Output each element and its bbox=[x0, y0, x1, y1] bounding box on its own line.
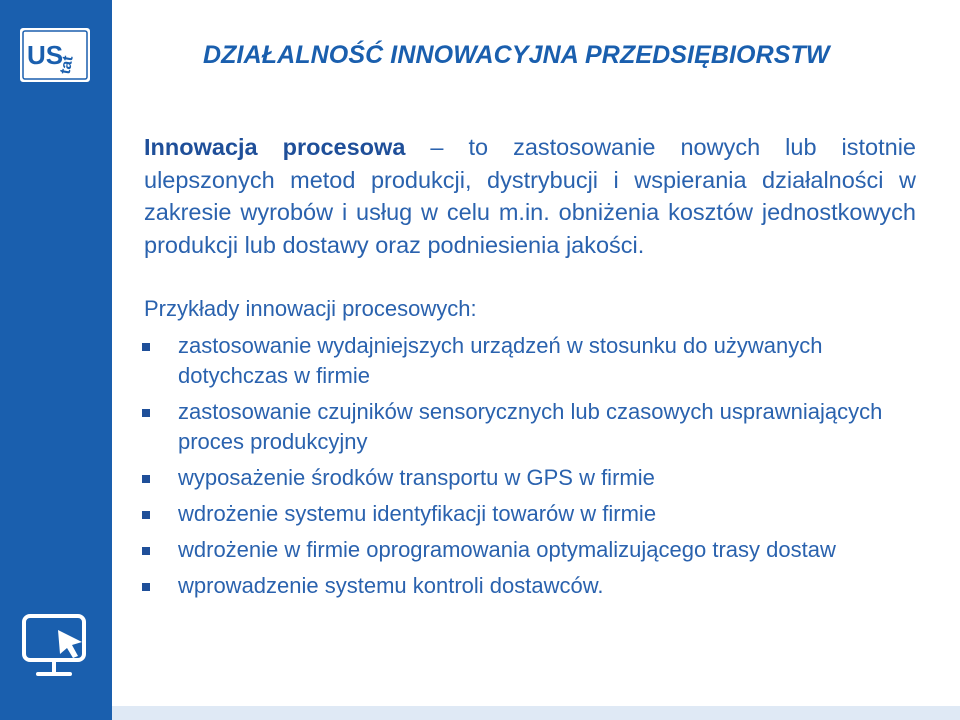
svg-text:tat: tat bbox=[56, 54, 77, 76]
ustat-logo bbox=[18, 26, 92, 84]
slide-title: DZIAŁALNOŚĆ INNOWACYJNA PRZEDSIĘBIORSTW bbox=[203, 41, 830, 69]
monitor-cursor-icon bbox=[20, 612, 96, 682]
bullet-square-icon bbox=[142, 511, 150, 519]
list-item: zastosowanie wydajniejszych urządzeń w stosunku do używanych dotychczas w firmie bbox=[140, 331, 900, 391]
bottom-stripe bbox=[112, 706, 960, 720]
definition-term: Innowacja procesowa bbox=[144, 134, 406, 160]
list-item: zastosowanie czujników sensorycznych lub czasowych usprawniających proces produkcyjny bbox=[140, 397, 900, 457]
list-item: wdrożenie w firmie oprogramowania optymalizującego trasy dostaw bbox=[140, 535, 900, 565]
bullet-square-icon bbox=[142, 409, 150, 417]
list-item: wdrożenie systemu identyfikacji towarów w firmie bbox=[140, 499, 900, 529]
list-item: wprowadzenie systemu kontroli dostawców. bbox=[140, 571, 900, 601]
list-item: wyposażenie środków transportu w GPS w firmie bbox=[140, 463, 900, 493]
bullet-square-icon bbox=[142, 583, 150, 591]
svg-text:US: US bbox=[27, 40, 64, 70]
definition-paragraph bbox=[144, 131, 916, 261]
bullet-square-icon bbox=[142, 343, 150, 351]
left-sidebar bbox=[0, 0, 112, 720]
bullet-square-icon bbox=[142, 547, 150, 555]
examples-heading: Przykłady innowacji procesowych: bbox=[144, 296, 477, 321]
definition-text: – to zastosowanie nowych lub istotnie ulepszonych metod produkcji, dystrybucji i wspierania działalności w zakresie wyrobów i usług w celu m.in. obniżenia kosztów jednostkowych produkcji lub dostawy oraz podniesienia jakości. bbox=[144, 134, 916, 258]
bullet-square-icon bbox=[142, 475, 150, 483]
examples-list bbox=[140, 331, 900, 607]
